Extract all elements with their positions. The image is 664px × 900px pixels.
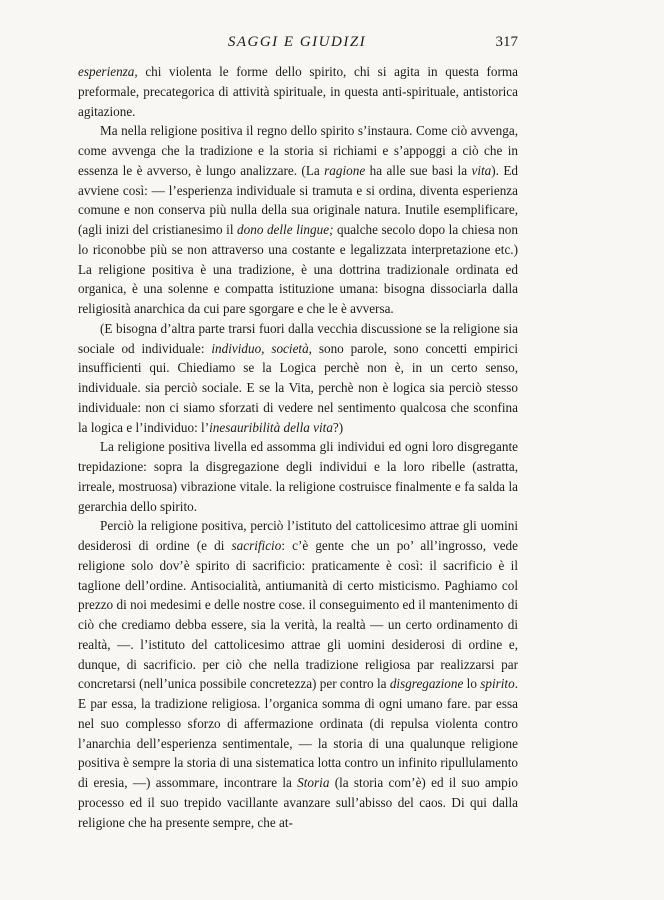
text-run: La religione positiva livella ed assomma gli individui ed ogni loro disgregante trepidazione: sopra la disgregazione degli individui e la loro ribelle (astratta, irreale, mostruosa) vibrazione vitale. la religione costruisce finalmente e fa salda la gerarchia dello spirito. — [78, 439, 518, 514]
text-run: Ma nella religione positiva il regno dello spirito s’instaura. Come ciò avvenga, come avvenga che la tradizione e la storia si richiami e s’appoggi a ciò che in essenza le è avverso, è lungo analizzare. (La — [78, 123, 518, 178]
running-head: SAGGI E GIUDIZI — [227, 34, 367, 50]
italic-text: dono delle lingue; — [237, 222, 334, 237]
italic-text: sacrificio — [231, 538, 282, 553]
italic-text: vita — [471, 162, 492, 178]
paragraph — [78, 437, 518, 516]
italic-text: inesauribilità della vita — [209, 419, 333, 435]
text-run: lo — [463, 676, 481, 692]
text-run: ?) — [332, 419, 344, 435]
text-run: ). Ed avviene così: — l’esperienza individuale si tramuta e si ordina, diventa esperienza comune e non conserva più nulla della sua originale natura. Inutile esemplificare, (agli inizi del cristianesimo il — [78, 162, 518, 237]
paragraph — [78, 121, 518, 319]
italic-text: ragione — [324, 162, 366, 178]
text-run: sono parole, sono concetti empirici insufficienti qui. Chiediamo se la Logica perchè non è, in un certo senso, individuale. sia perciò sociale. E se la Vita, perchè non è logica sia perciò stesso individuale: non ci siamo sforzati di vedere nel sentimento qualcosa che sconfina la logica e l’individuo: l’ — [78, 340, 518, 435]
italic-text: disgregazione — [389, 676, 464, 692]
text-run: Perciò la religione positiva, perciò l’istituto del cattolicesimo attrae gli uomini desiderosi di ordine (e di — [78, 518, 518, 553]
page-number: 317 — [495, 34, 518, 50]
paragraph — [78, 319, 518, 438]
paragraph — [78, 62, 518, 121]
text-run: : c’è gente che un po’ all’ingrosso, vede religione solo dov’è spirito di sacrificio: praticamente è così: il sacrificio è il taglione dell’ordine. Antisocialità, antiumanità di certo misticismo. Paghiamo col prezzo di noi medesimi e delle nostre cose. il conseguimento ed il mantenimento di ciò che crediamo debba essere, sia la verità, la realtà — un certo ordinamento di realtà, —. l’istituto del cattolicesimo attrae gli uomini desiderosi di ordine e, dunque, di sacrificio. per ciò che nella tradizione religiosa par realizzarsi par concretarsi (nell’unica possibile concretezza) per contro la — [78, 538, 518, 692]
italic-text: individuo, società, — [211, 340, 312, 356]
italic-text: esperienza, — [78, 64, 138, 79]
italic-text: Storia — [297, 775, 330, 790]
text-run: ha alle sue basi la — [365, 162, 472, 178]
paragraph — [78, 516, 518, 832]
text-run: (la storia com’è) ed il suo ampio processo ed il suo trepido vacillante avanzare sull’abisso del caos. Di qui dalla religione che ha presente sempre, che at- — [78, 775, 518, 830]
italic-text: spirito — [480, 676, 515, 692]
text-run: chi violenta le forme dello spirito, chi si agita in questa forma preformale, precategorica di attività spirituale, in questa anti-spirituale, antistorica agitazione. — [78, 64, 518, 119]
text-run: qualche secolo dopo la chiesa non lo riconobbe più se non attraverso una costante e legalizzata interpretazione etc.) La religione positiva è una tradizione, è una dottrina tradizionale ordinata ed organica, è una solenne e compatta istituzione umana: bisogna dissociarla dalla religiosità anarchica da cui pare sgorgare e che le è avversa. — [78, 222, 518, 316]
text-run: (E bisogna d’altra parte trarsi fuori dalla vecchia discussione se la religione sia sociale od individuale: — [78, 320, 518, 356]
text-run: . E par essa, la tradizione religiosa. l’organica somma di ogni umano fare. par essa nel suo complesso sforzo di affermazione ordinata (di repulsa violenta contro l’anarchia dell’esperienza sentimentale, — la storia di una qualunque religione positiva è sempre la storia di una sistematica lotta contro un infinito ripullulamento di eresia, —) assommare, incontrare la — [78, 676, 518, 790]
body-text — [78, 62, 518, 832]
